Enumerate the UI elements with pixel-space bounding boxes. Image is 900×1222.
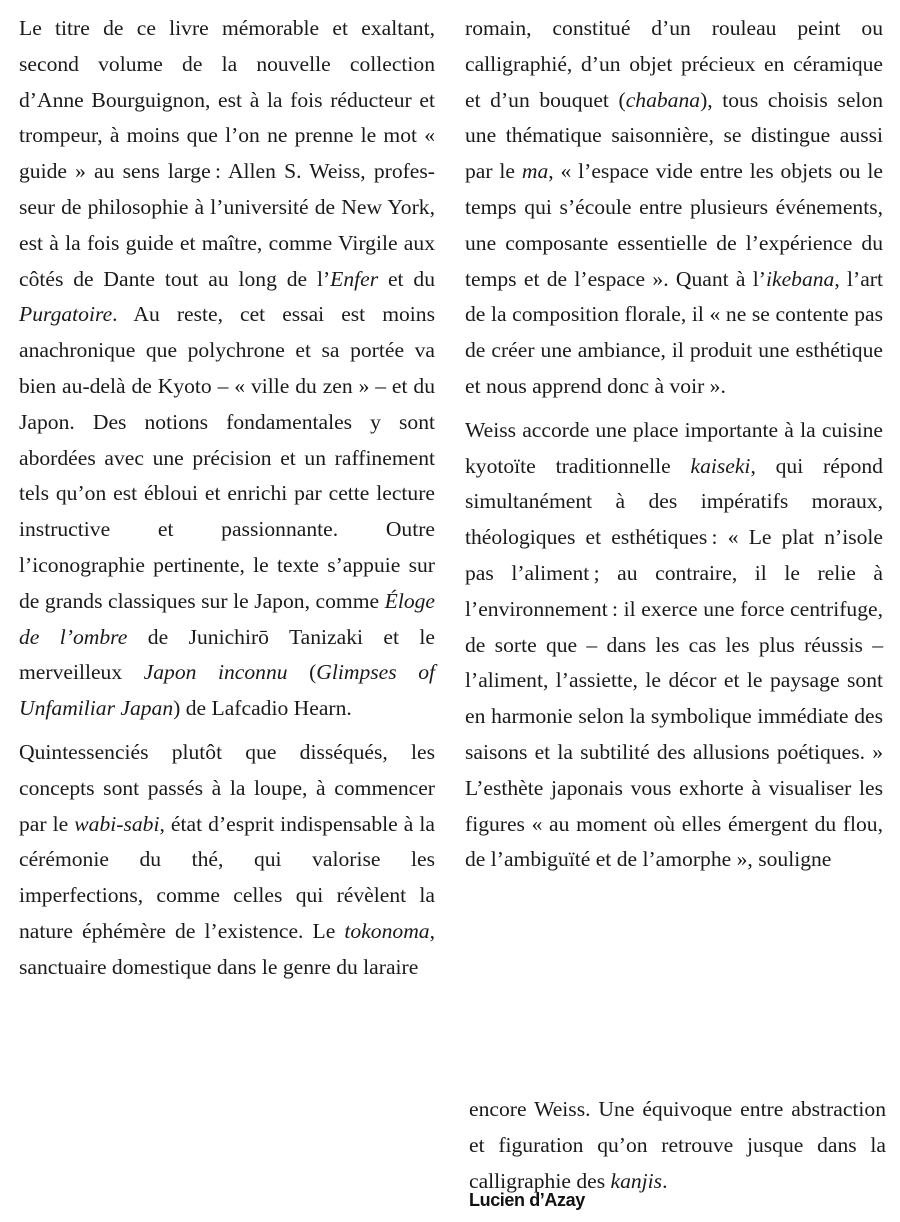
text-run: Le titre de ce livre mémorable et exaltant, second volume de la nouvelle collection d’Anne Bourguignon, est à la fois réducteur et trompeur, à moins que l’on ne prenne le mot « guide » au sens large : Allen S. Weiss, professeur de philosophie à l’université de New York, est à la fois guide et maître, comme Virgile aux côtés de Dante tout au long de l’ — [19, 16, 435, 291]
text-run: ) de Lafcadio Hearn. — [173, 696, 352, 721]
text-run: , sanctuaire domestique dans le genre du laraire — [19, 918, 435, 979]
text-run: Weiss accorde une place importante à la cuisine kyotoïte traditionnelle — [465, 417, 883, 478]
right-column — [465, 11, 883, 878]
author-signature: Lucien d’Azay — [469, 1190, 585, 1210]
term-chabana: chabana — [625, 87, 701, 112]
book-title-enfer: Enfer — [330, 266, 379, 291]
book-title-japon-inconnu: Japon inconnu — [143, 660, 288, 685]
paragraph-concepts — [19, 735, 435, 986]
text-run: encore Weiss. Une équivoque entre abstraction et figuration qu’on retrouve jusque dans la calligraphie des — [469, 1097, 886, 1193]
text-run: Quintessenciés plutôt que disséqués, les concepts sont passés à la loupe, à commencer par le — [19, 739, 435, 836]
closing-lines — [469, 1092, 886, 1199]
text-run: , l’art de la composition florale, il « ne se contente pas de créer une ambiance, il produit une esthétique et nous apprend donc à voir ». — [465, 266, 883, 398]
left-column — [19, 11, 435, 986]
paragraph-intro — [19, 11, 435, 727]
term-kanjis: kanjis — [610, 1168, 663, 1193]
book-title-eloge-de-lombre: Éloge de l’ombre — [19, 588, 435, 649]
text-run: de Junichirō Tanizaki et le merveilleux — [19, 624, 435, 685]
paragraph-kaiseki — [465, 413, 883, 878]
text-run: , état d’esprit indispensable à la cérémonie du thé, qui valorise les imperfections, comme celles qui révèlent la nature éphémère de l’existence. Le — [19, 811, 436, 943]
text-run: et du — [378, 266, 435, 291]
paragraph-closing — [469, 1092, 886, 1199]
text-run: , qui répond simultanément à des impératifs moraux, théologiques et esthétiques : « Le plat n’isole pas l’aliment ; au contraire, il le relie à l’environnement : il exerce une force centrifuge, de sorte que – dans les cas les plus réussis – l’aliment, l’assiette, le décor et le paysage sont en harmonie selon la symbolique immédiate des saisons et la subtilité des allusions poétiques. » L’esthète japonais vous exhorte à visualiser les figures « au moment où elles émergent du flou, de l’ambiguïté et de l’amorphe », souligne — [465, 453, 883, 872]
term-kaiseki: kaiseki — [690, 453, 751, 478]
text-run: ), tous choisis selon une thématique saisonnière, se distingue aussi par le — [465, 87, 883, 184]
term-ma: ma — [521, 159, 549, 184]
term-tokonoma: tokonoma — [344, 918, 430, 943]
term-wabi-sabi: wabi-sabi — [74, 811, 160, 836]
text-run: ( — [287, 660, 317, 685]
text-run: . — [662, 1168, 668, 1193]
text-run: romain, constitué d’un rouleau peint ou calligraphié, d’un objet précieux en céramique et d’un bouquet ( — [465, 16, 883, 112]
text-run: . Au reste, cet essai est moins anachronique que polychrone et sa portée va bien au-delà de Kyoto – « ville du zen » – et du Japon. Des notions fondamentales y sont abordées avec une précision et un raffinement tels qu’on est ébloui et enrichi par cette lecture instructive et passionnante. Outre l’iconographie pertinente, le texte s’appuie sur de grands classiques sur le Japon, comme — [19, 302, 435, 613]
text-run: , « l’espace vide entre les objets ou le temps qui s’écoule entre plusieurs événements, une composante essentielle de l’expérience du temps et de l’espace ». Quant à l’ — [465, 159, 883, 291]
paragraph-tokonoma-continued — [465, 11, 883, 405]
book-title-purgatoire: Purgatoire — [19, 302, 113, 327]
term-ikebana: ikebana — [765, 266, 835, 291]
book-title-glimpses: Glimpses of Unfamiliar Japan — [19, 660, 436, 721]
